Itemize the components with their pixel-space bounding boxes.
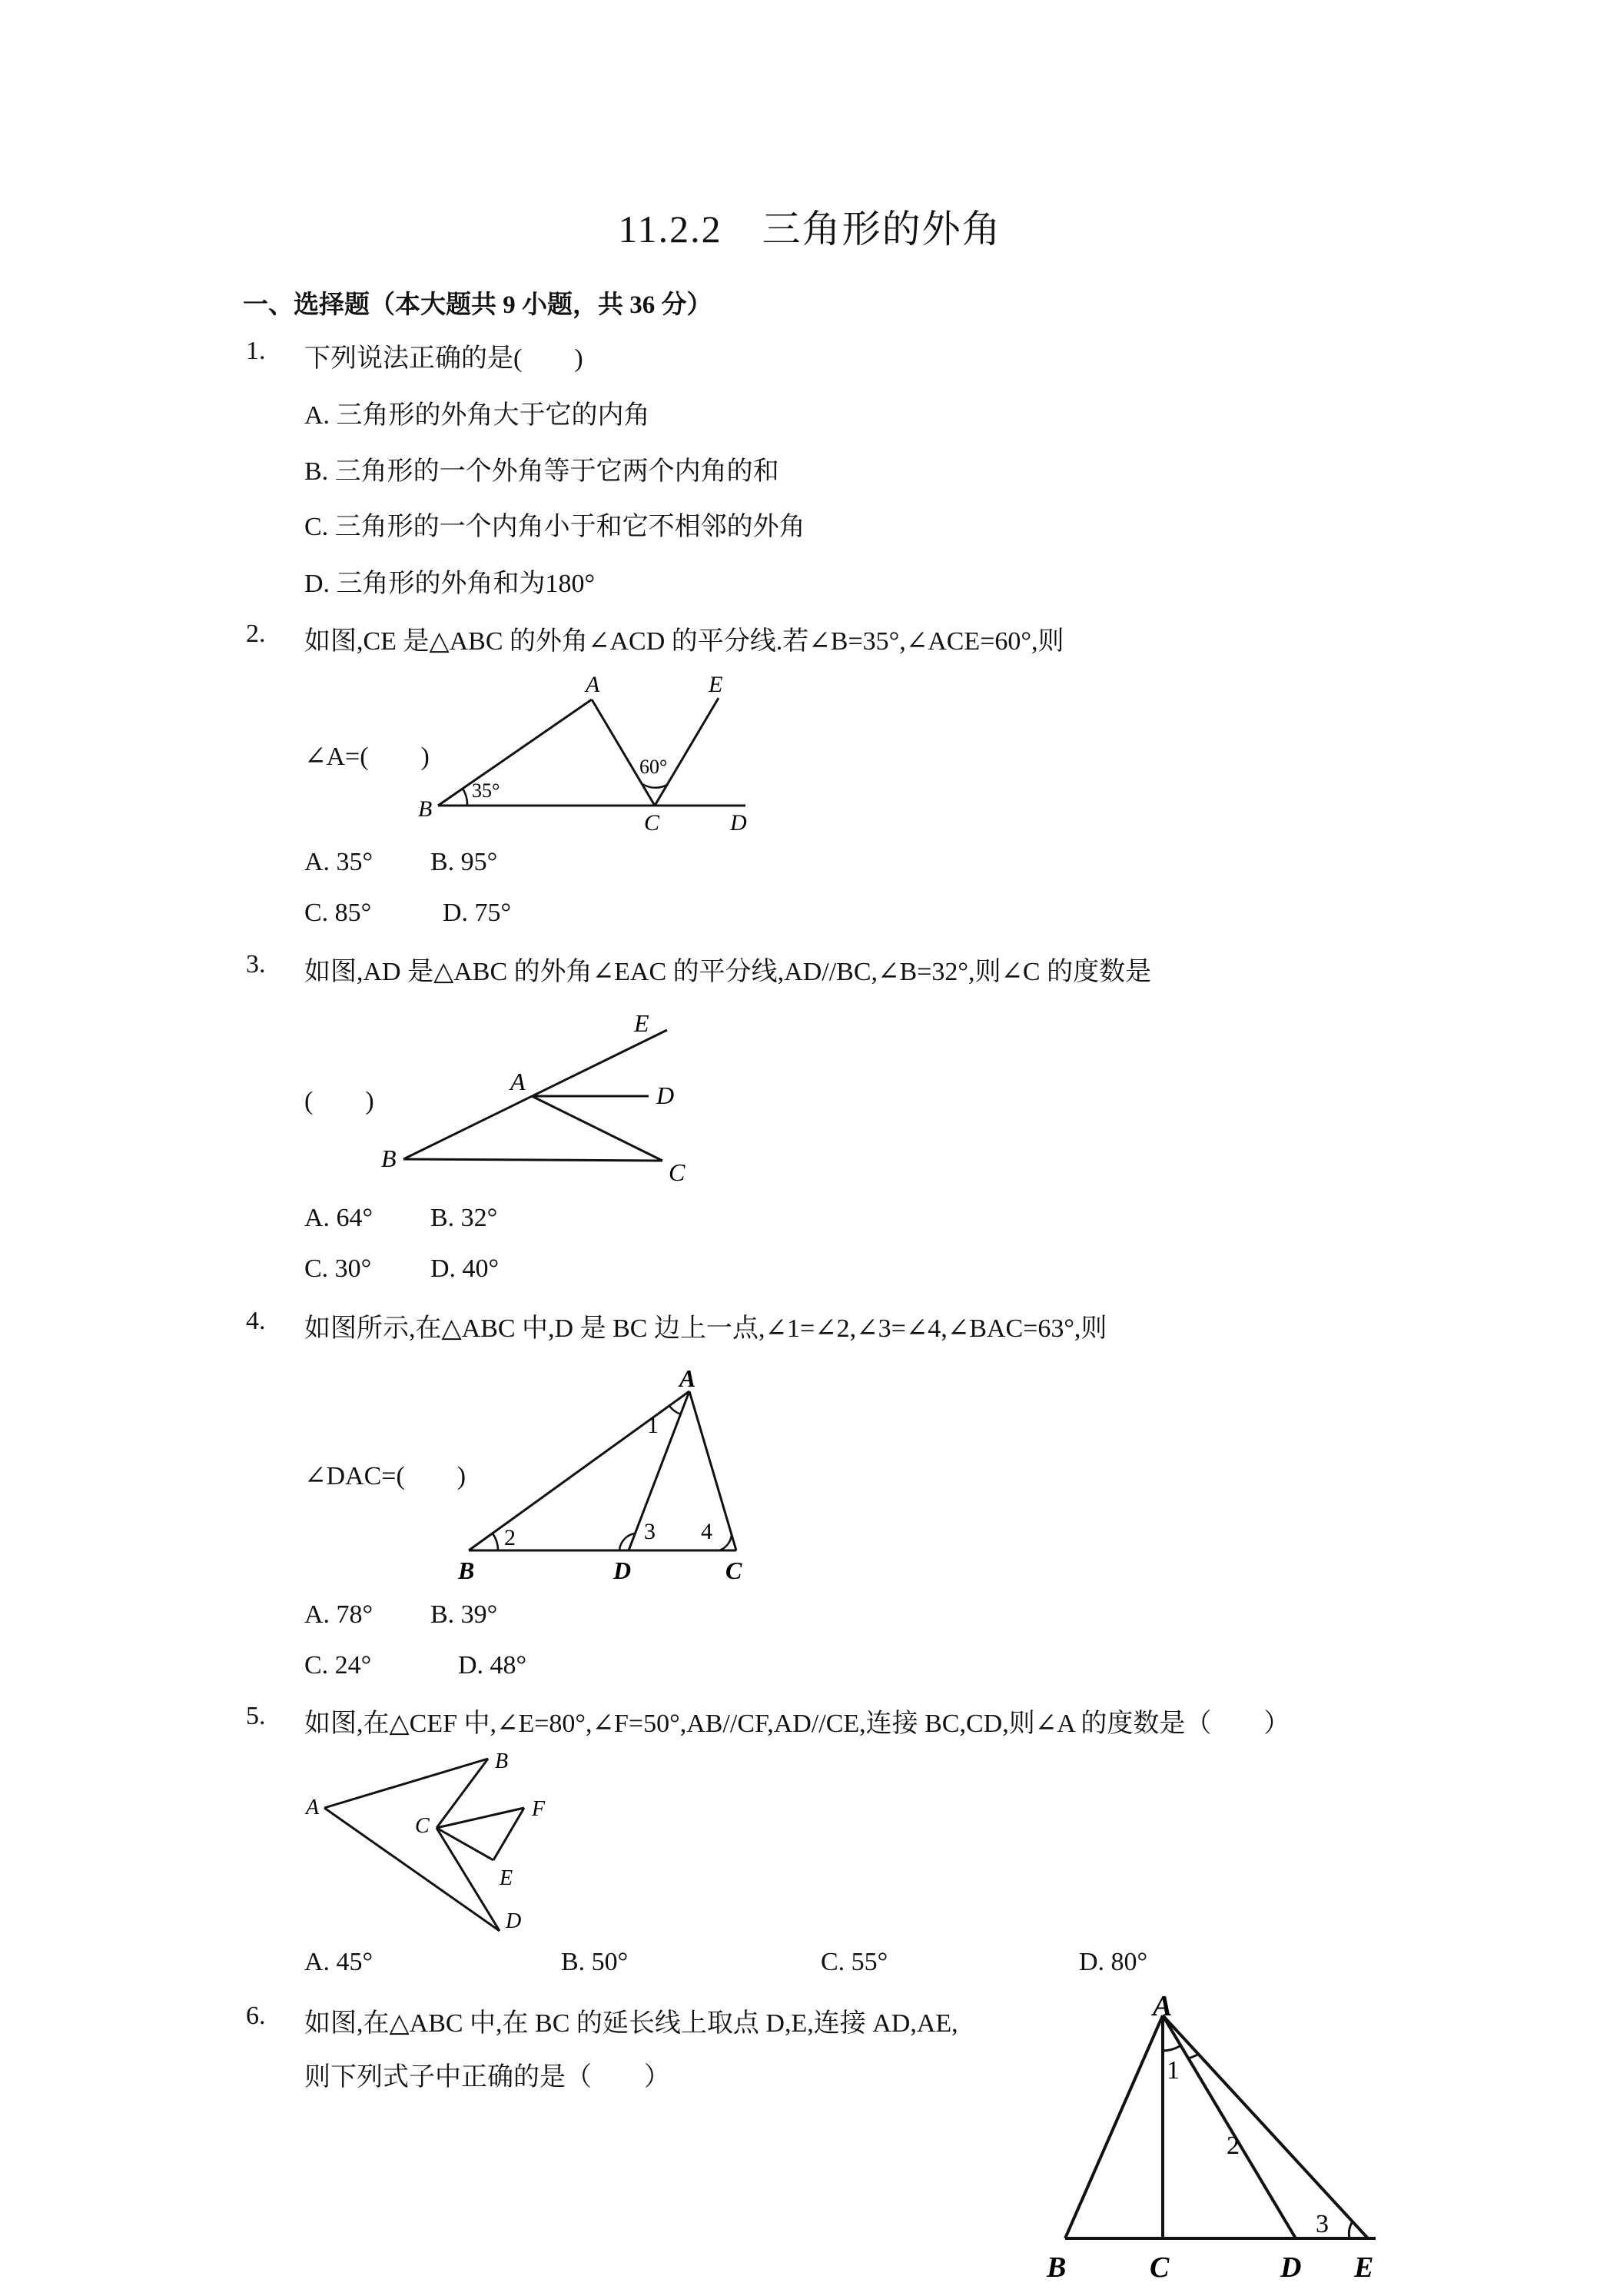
figure-q6 [1037,1992,1391,2296]
label-c: C [1150,2251,1170,2284]
question-stem: 如图,AD 是△ABC 的外角∠EAC 的平分线,AD//BC,∠B=32°,则∠C 的度数是 [304,958,1152,986]
label-d: D [506,1909,522,1933]
angle-2: 2 [504,1525,516,1550]
angle-3: 3 [1316,2210,1329,2238]
question-stem-continued: 则下列式子中正确的是（ ） [304,2063,670,2092]
label-a: A [306,1796,320,1819]
option-c[interactable]: C. 三角形的一个内角小于和它不相邻的外角 [304,513,805,541]
label-d: D [656,1082,675,1109]
angle-2: 2 [1227,2132,1240,2160]
question-number: 5. [246,1702,266,1730]
option-a[interactable]: A. 64° [304,1204,373,1232]
question-stem-continued: ∠A=( ) [304,743,430,771]
figure-q5 [300,1745,576,1941]
question-number: 6. [246,2002,266,2030]
label-c: C [669,1158,686,1186]
angle-ace-value: 60° [639,756,668,778]
label-a: A [586,672,600,697]
label-b: B [381,1145,397,1172]
label-d: D [730,810,747,836]
label-b: B [495,1749,509,1773]
question-stem-continued: ∠DAC=( ) [304,1462,466,1490]
option-c[interactable]: C. 30° [304,1254,372,1283]
angle-3: 3 [644,1519,656,1544]
option-a[interactable]: A. 45° [304,1948,373,1976]
label-c: C [644,810,660,836]
option-b[interactable]: B. 39° [430,1600,498,1629]
angle-4: 4 [701,1519,712,1544]
option-a[interactable]: A. 三角形的外角大于它的内角 [304,401,650,430]
option-d[interactable]: D. 80° [1079,1948,1148,1976]
angle-1: 1 [1167,2056,1180,2085]
option-c[interactable]: C. 85° [304,899,372,927]
section-heading: 一、选择题（本大题共 9 小题，共 36 分） [243,291,712,319]
label-e: E [1354,2251,1374,2284]
label-a: A [1153,1992,1173,2022]
label-e: E [634,1009,649,1037]
label-b: B [458,1557,475,1584]
label-e: E [500,1866,513,1890]
label-d: D [1280,2251,1302,2284]
page-title: 11.2.2 三角形的外角 [618,208,1002,251]
option-d[interactable]: D. 75° [443,899,512,927]
label-d: D [613,1557,632,1584]
option-d[interactable]: D. 48° [458,1651,527,1680]
question-stem: 下列说法正确的是( ) [304,344,583,373]
option-b[interactable]: B. 95° [430,848,498,876]
option-c[interactable]: C. 55° [821,1948,888,1976]
question-number: 3. [246,950,266,979]
option-b[interactable]: B. 三角形的一个外角等于它两个内角的和 [304,457,779,486]
question-stem: 如图,在△CEF 中,∠E=80°,∠F=50°,AB//CF,AD//CE,连接 BC,CD,则∠A 的度数是（ ） [304,1710,1290,1738]
label-c: C [415,1814,430,1838]
label-b: B [1047,2251,1067,2284]
figure-q4 [453,1361,769,1595]
angle-b-value: 35° [472,779,500,802]
question-stem: 如图所示,在△ABC 中,D 是 BC 边上一点,∠1=∠2,∠3=∠4,∠BAC=63°,则 [304,1314,1107,1343]
question-stem: 如图,CE 是△ABC 的外角∠ACD 的平分线.若∠B=35°,∠ACE=60°,则 [304,627,1064,656]
option-a[interactable]: A. 35° [304,848,373,876]
label-a: A [510,1068,526,1095]
option-b[interactable]: B. 50° [561,1948,629,1976]
figure-q2 [407,669,769,842]
question-number: 4. [246,1307,266,1335]
figure-q3 [369,1007,707,1195]
question-stem-continued: ( ) [304,1087,374,1115]
option-b[interactable]: B. 32° [430,1204,498,1232]
option-d[interactable]: D. 40° [430,1254,500,1283]
question-stem: 如图,在△ABC 中,在 BC 的延长线上取点 D,E,连接 AD,AE, [304,2009,958,2038]
label-c: C [725,1557,742,1584]
label-f: F [532,1797,546,1821]
label-b: B [418,796,433,822]
label-e: E [709,672,723,697]
question-number: 1. [246,337,266,365]
question-number: 2. [246,620,266,648]
option-d[interactable]: D. 三角形的外角和为180° [304,570,596,598]
label-a: A [679,1364,696,1392]
angle-1: 1 [647,1413,659,1438]
option-a[interactable]: A. 78° [304,1600,373,1629]
option-c[interactable]: C. 24° [304,1651,372,1680]
